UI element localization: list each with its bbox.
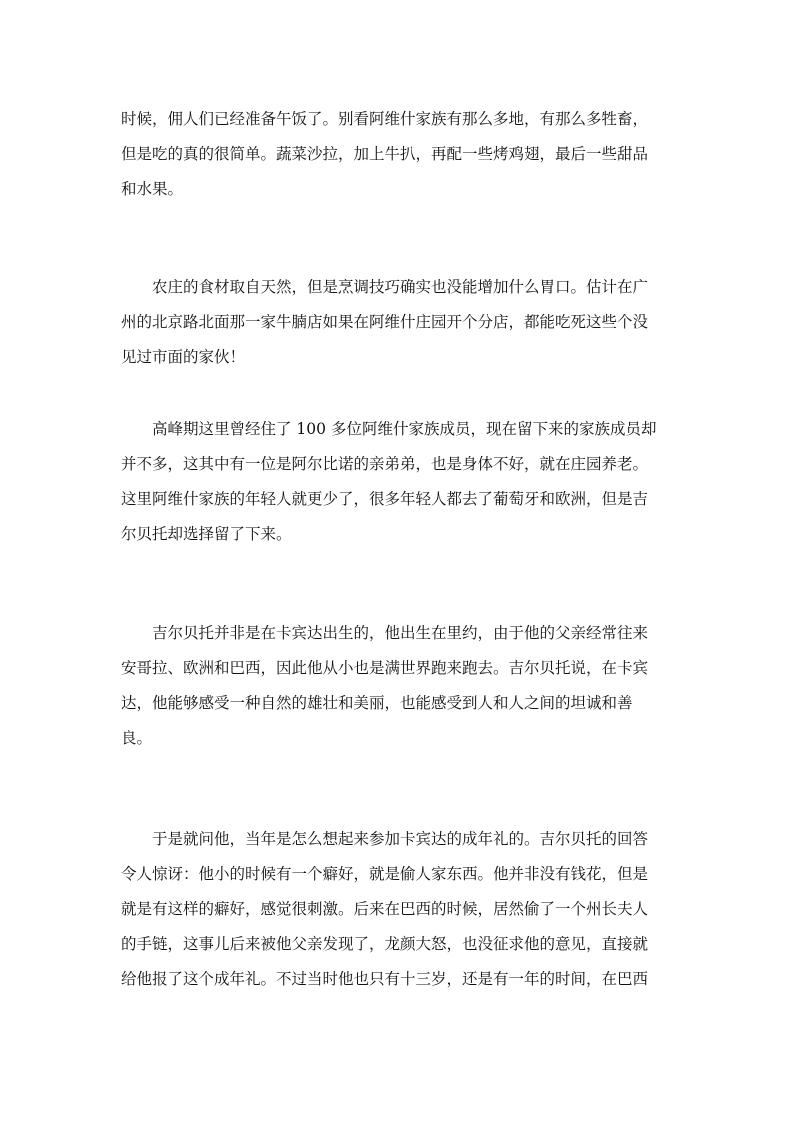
- paragraph-line: 吉尔贝托并非是在卡宾达出生的，他出生在里约，由于他的父亲经常往来: [152, 624, 649, 642]
- paragraph-line: 令人惊讶：他小的时候有一个癖好，就是偷人家东西。他并非没有钱花，但是: [121, 865, 649, 883]
- paragraph-line: 于是就问他，当年是怎么想起来参加卡宾达的成年礼的。吉尔贝托的回答: [152, 830, 649, 848]
- paragraph-line: 良。: [121, 729, 153, 747]
- paragraph-line: 给他报了这个成年礼。不过当时他也只有十三岁，还是有一年的时间，在巴西: [121, 970, 649, 988]
- paragraph-line: 达，他能够感受一种自然的雄壮和美丽，也能感受到人和人之间的坦诚和善: [121, 694, 633, 712]
- paragraph-3: [121, 412, 681, 552]
- paragraph-line: 就是有这样的癖好，感觉很刺激。后来在巴西的时候，居然偷了一个州长夫人: [121, 900, 649, 918]
- paragraph-line: 但是吃的真的很简单。蔬菜沙拉，加上牛扒，再配一些烤鸡翅，最后一些甜品: [121, 145, 649, 163]
- paragraph-line: 见过市面的家伙！: [121, 348, 246, 366]
- paragraph-line: 并不多，这其中有一位是阿尔比诺的亲弟弟，也是身体不好，就在庄园养老。: [121, 455, 649, 473]
- paragraph-line: 时候，佣人们已经准备午饭了。别看阿维什家族有那么多地，有那么多牲畜，: [121, 110, 649, 128]
- paragraph-line: 州的北京路北面那一家牛腩店如果在阿维什庄园开个分店，都能吃死这些个没: [121, 313, 649, 331]
- paragraph-2: [121, 270, 681, 375]
- paragraph-5: [121, 822, 681, 997]
- paragraph-line: 这里阿维什家族的年轻人就更少了，很多年轻人都去了葡萄牙和欧洲，但是吉: [121, 490, 649, 508]
- paragraph-line: 的手链，这事儿后来被他父亲发现了，龙颜大怒，也没征求他的意见，直接就: [121, 935, 649, 953]
- paragraph-line: 安哥拉、欧洲和巴西，因此他从小也是满世界跑来跑去。吉尔贝托说，在卡宾: [121, 659, 649, 677]
- paragraph-line: 高峰期这里曾经住了 100 多位阿维什家族成员，现在留下来的家族成员却: [152, 420, 657, 438]
- paragraph-line: 农庄的食材取自天然，但是烹调技巧确实也没能增加什么胃口。估计在广: [152, 278, 649, 296]
- paragraph-1: [121, 102, 681, 207]
- paragraph-4: [121, 616, 681, 756]
- paragraph-line: 尔贝托却选择留了下来。: [121, 525, 292, 543]
- paragraph-line: 和水果。: [121, 180, 184, 198]
